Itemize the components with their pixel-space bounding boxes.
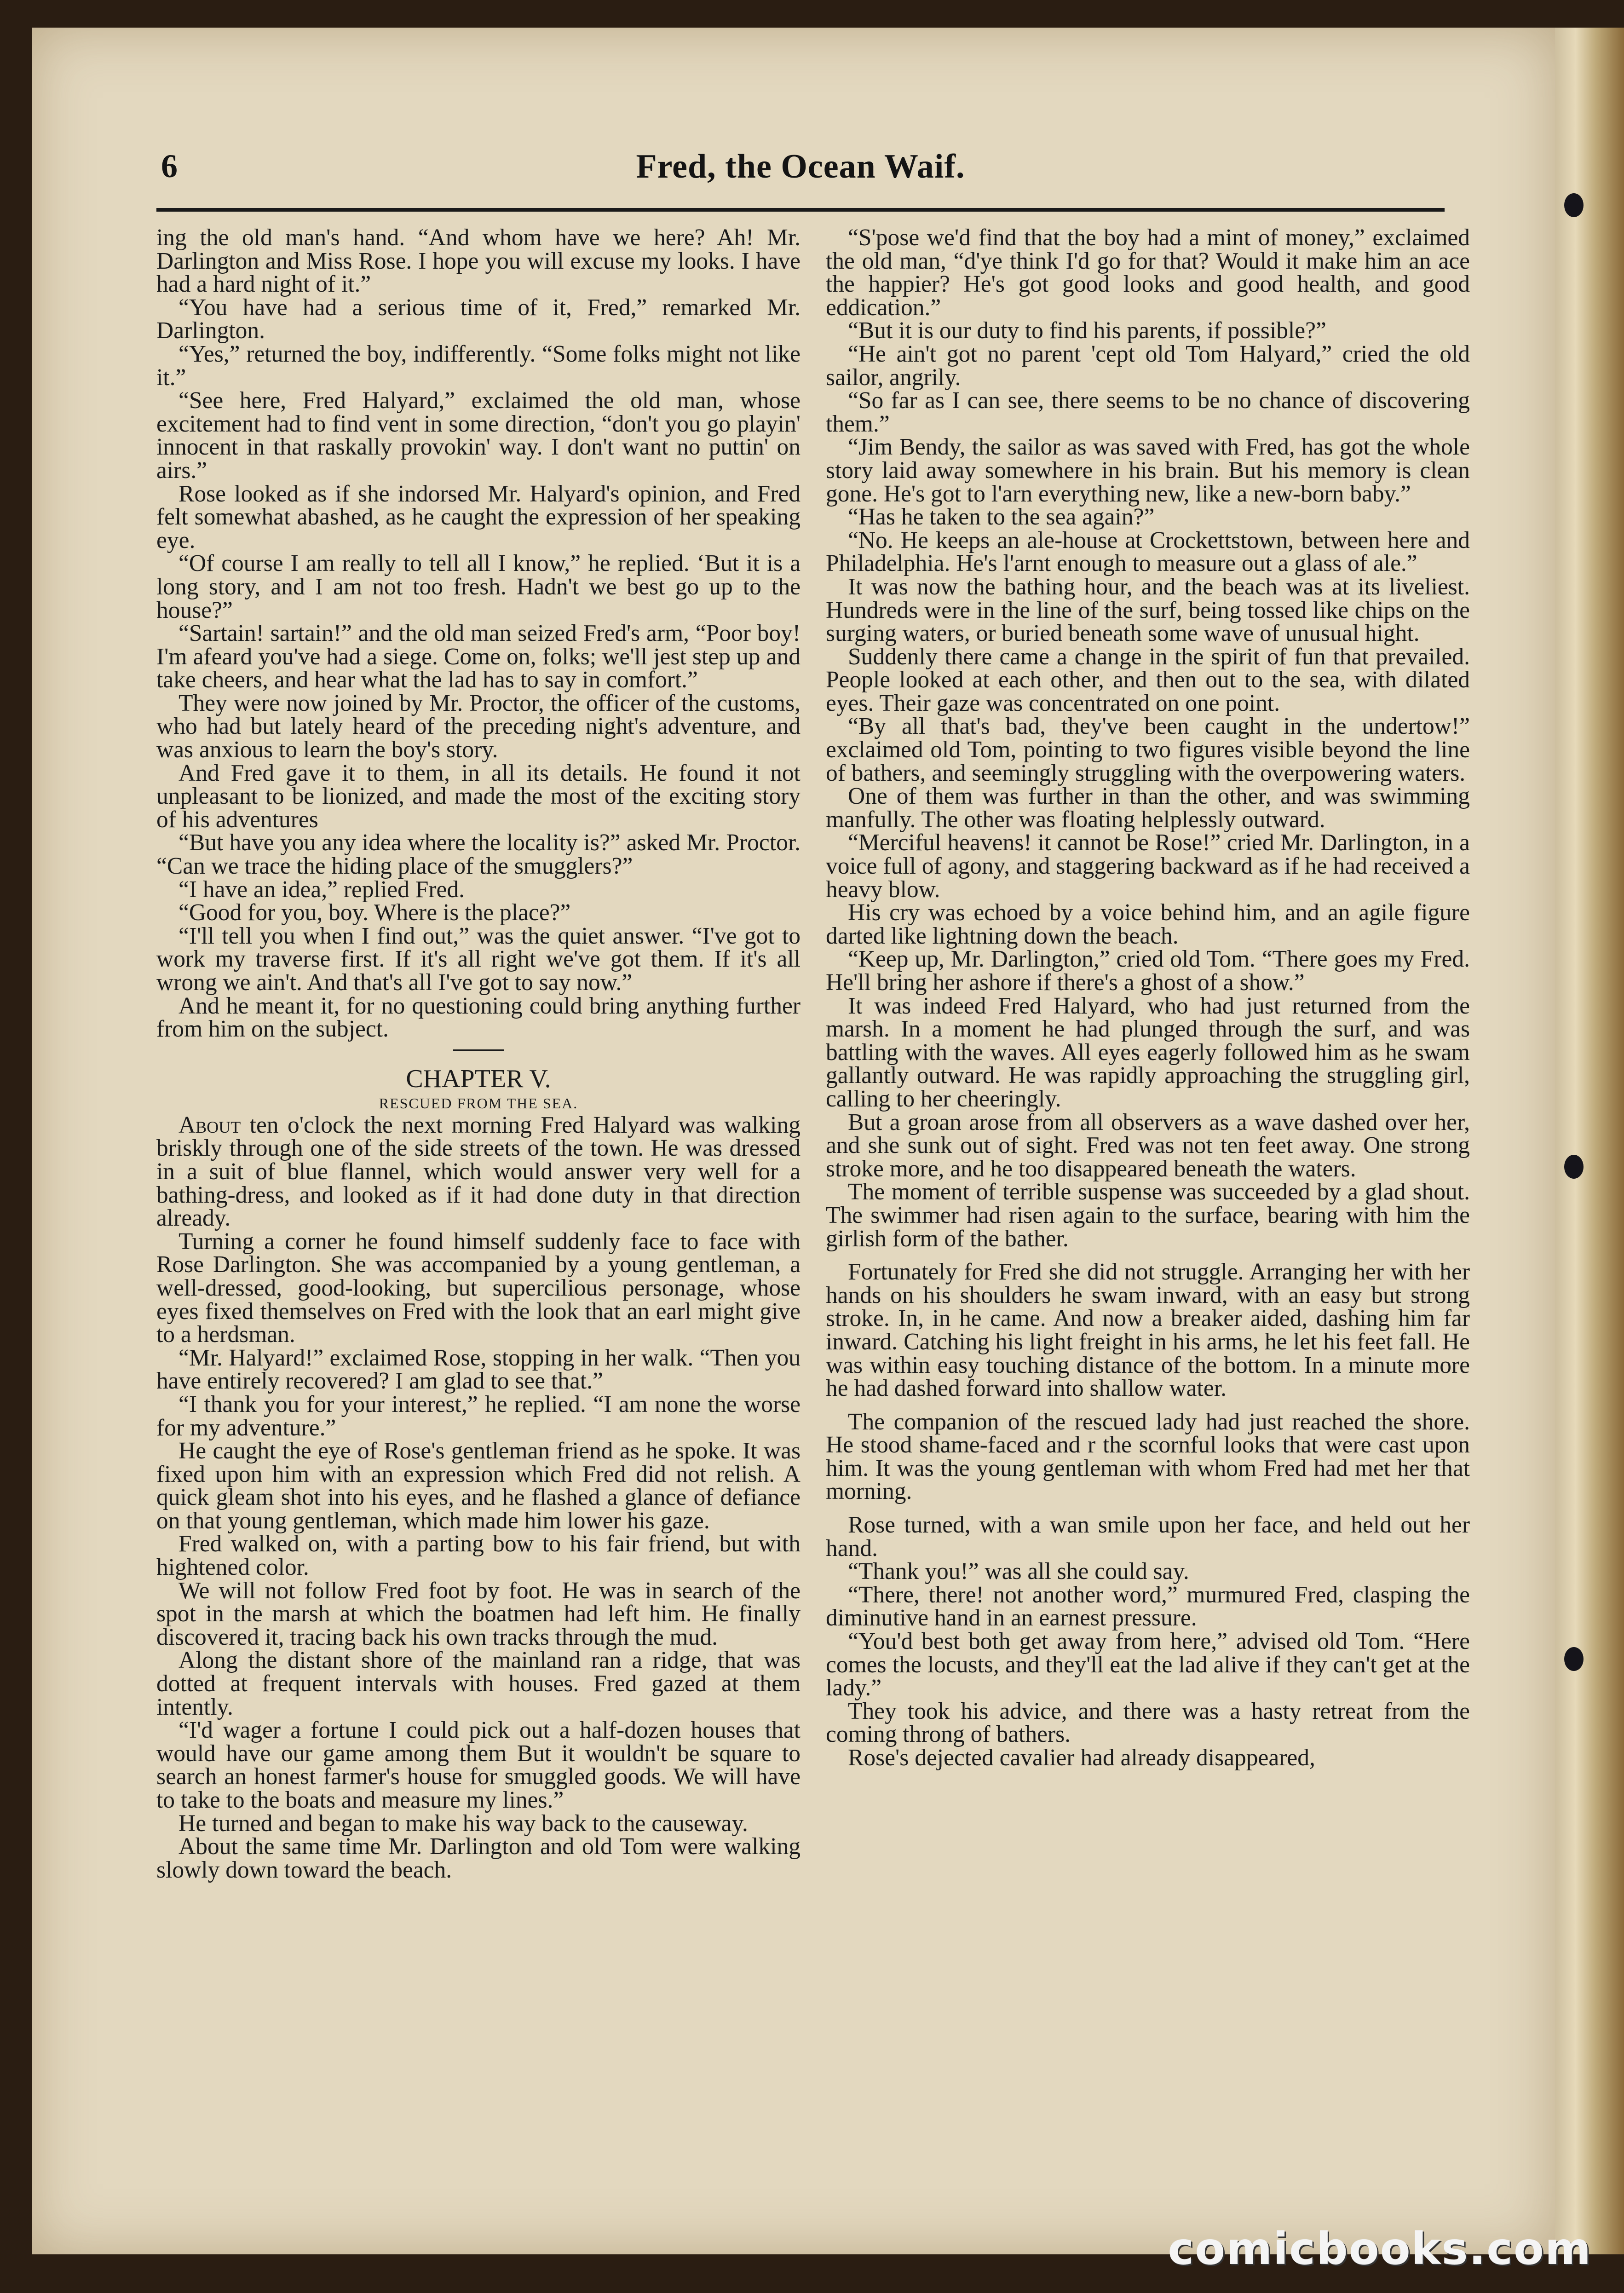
paragraph: “Jim Bendy, the sailor as was saved with Fred, has got the whole story laid away somewhere in his brain. But his memory is clean gone. He's got to l'arn everything new, like a new-born baby.” xyxy=(826,434,1470,507)
paragraph: “I have an idea,” replied Fred. xyxy=(179,876,465,903)
staple-hole xyxy=(1564,193,1584,217)
chapter-divider xyxy=(453,1049,504,1051)
paragraph: “Of course I am really to tell all I know,” he replied. ‘But it is a long story, and I am not too fresh. Hadn't we best go up to the house?” xyxy=(156,550,800,623)
paragraph: About the same time Mr. Darlington and old Tom were walking slowly down toward the beach. xyxy=(156,1833,800,1883)
paragraph: Rose turned, with a wan smile upon her face, and held out her hand. xyxy=(826,1512,1470,1561)
page-number: 6 xyxy=(161,148,178,184)
paragraph: “So far as I can see, there seems to be no chance of discovering them.” xyxy=(826,387,1470,437)
paragraph-text: ten o'clock the next morning Fred Halyard was walking briskly through one of the side streets of the town. He was dressed in a suit of blue flannel, which would answer very well for a bathing-dress, and looked as if it had done duty in that direction already. xyxy=(156,1112,800,1232)
lead-word: About xyxy=(179,1112,241,1138)
paragraph: “You'd best both get away from here,” advised old Tom. “Here comes the locusts, and they'll eat the lad alive if they can't get at the lady.” xyxy=(826,1628,1470,1701)
paragraph: “You have had a serious time of it, Fred,” remarked Mr. Darlington. xyxy=(156,294,800,344)
paragraph: ing the old man's hand. “And whom have we here? Ah! Mr. Darlington and Miss Rose. I hope you will excuse my looks. I have had a hard night of it.” xyxy=(156,225,800,298)
paragraph: “No. He keeps an ale-house at Crockettstown, between here and Philadelphia. He's l'arnt enough to measure out a glass of ale.” xyxy=(826,527,1470,577)
paragraph: “There, there! not another word,” murmured Fred, clasping the diminutive hand in an earnest pressure. xyxy=(826,1581,1470,1631)
paragraph: Suddenly there came a change in the spirit of fun that prevailed. People looked at each other, and then out to the sea, with dilated eyes. Their gaze was concentrated on one point. xyxy=(826,643,1470,716)
paragraph: Fortunately for Fred she did not struggle. Arranging her with her hands on his shoulders he swam inward, with an easy but strong stroke. In, in he came. And now a breaker aided, dashing him far inward. Catching his light freight in his arms, he let his feet fall. He was within easy touching distance of the bottom. In a minute more he had dashed forward into shallow water. xyxy=(826,1259,1470,1402)
paragraph: “I'll tell you when I find out,” was the quiet answer. “I've got to work my traverse first. If it's all right we've got them. If it's all wrong we ain't. And that's all I've got to say now.” xyxy=(156,922,800,996)
paragraph: “Yes,” returned the boy, indifferently. “Some folks might not like it.” xyxy=(156,340,800,391)
paragraph: Fred walked on, with a parting bow to his fair friend, but with hightened color. xyxy=(156,1531,800,1581)
staple-hole xyxy=(1564,1647,1584,1671)
paragraph: “Has he taken to the sea again?” xyxy=(848,504,1155,530)
paragraph: “I thank you for your interest,” he replied. “I am none the worse for my adventure.” xyxy=(156,1391,800,1441)
paragraph: Rose looked as if she indorsed Mr. Halyard's opinion, and Fred felt somewhat abashed, as he caught the expression of her speaking eye. xyxy=(156,480,800,553)
paragraph: But a groan arose from all observers as a wave dashed over her, and she sunk out of sight. Fred was not ten feet away. One strong stroke more, and he too disappeared beneath the waters. xyxy=(826,1109,1470,1182)
paragraph: They took his advice, and there was a hasty retreat from the coming throng of bathers. xyxy=(826,1698,1470,1748)
paragraph: Along the distant shore of the mainland ran a ridge, that was dotted at frequent intervals with houses. Fred gazed at them intently. xyxy=(156,1647,800,1720)
paragraph: Turning a corner he found himself suddenly face to face with Rose Darlington. She was accompanied by a young gentleman, a well-dressed, good-looking, but supercilious personage, whose eyes fixed themselves on Fred with the look that an earl might give to a herdsman. xyxy=(156,1228,800,1348)
paragraph: “But have you any idea where the locality is?” asked Mr. Proctor. “Can we trace the hiding place of the smugglers?” xyxy=(156,830,800,880)
paragraph: “Thank you!” was all she could say. xyxy=(848,1558,1189,1585)
paragraph: They were now joined by Mr. Proctor, the officer of the customs, who had but lately heard of the preceding night's adventure, and was anxious to learn the boy's story. xyxy=(156,690,800,763)
paragraph: “See here, Fred Halyard,” exclaimed the old man, whose excitement had to find vent in some direction, “don't you go playin' innocent in that raskally provokin' way. I don't want no puttin' on airs.” xyxy=(156,387,800,484)
watermark-text: comicbooks.com xyxy=(1168,2223,1592,2275)
paragraph: “But it is our duty to find his parents, if possible?” xyxy=(848,317,1326,344)
chapter-title: CHAPTER V. xyxy=(406,1064,551,1093)
paragraph: And Fred gave it to them, in all its details. He found it not unpleasant to be lionized, and made the most of the exciting story of his adventures xyxy=(156,760,800,833)
paragraph: He caught the eye of Rose's gentleman friend as he spoke. It was fixed upon him with an expression which Fred did not relish. A quick gleam shot into his eyes, and he flashed a glance of defiance on that young gentleman, which made him lower his gaze. xyxy=(156,1438,800,1534)
paragraph: The companion of the rescued lady had just reached the shore. He stood shame-faced and r the scornful looks that were cast upon him. It was the young gentleman with whom Fred had met her that morning. xyxy=(826,1408,1470,1505)
paragraph: “I'd wager a fortune I could pick out a half-dozen houses that would have our game among them But it wouldn't be square to search an honest farmer's house for smuggled goods. We will have to take to the boats and measure my lines.” xyxy=(156,1717,800,1813)
page-header xyxy=(124,147,1477,198)
page-spine xyxy=(1555,28,1624,2254)
paragraph: One of them was further in than the other, and was swimming manfully. The other was floating helplessly outward. xyxy=(826,783,1470,833)
running-title: Fred, the Ocean Waif. xyxy=(636,148,965,185)
paragraph: “Mr. Halyard!” exclaimed Rose, stopping in her walk. “Then you have entirely recovered? I am glad to see that.” xyxy=(156,1344,800,1394)
paragraph: “Sartain! sartain!” and the old man seized Fred's arm, “Poor boy! I'm afeard you've had a siege. Come on, folks; we'll jest step up and take cheers, and hear what the lad has to say in comfort.” xyxy=(156,620,800,693)
header-rule xyxy=(156,208,1445,212)
paragraph: His cry was echoed by a voice behind him, and an agile figure darted like lightning down the beach. xyxy=(826,899,1470,949)
left-column xyxy=(156,226,800,1882)
staple-hole xyxy=(1564,1155,1584,1179)
paragraph: “Good for you, boy. Where is the place?” xyxy=(179,899,571,926)
chapter-subtitle: RESCUED FROM THE SEA. xyxy=(379,1095,578,1112)
paragraph: And he meant it, for no questioning could bring anything further from him on the subject. xyxy=(156,992,800,1043)
paragraph: We will not follow Fred foot by foot. He was in search of the spot in the marsh at which the boatmen had left him. He finally discovered it, tracing back his own tracks through the mud. xyxy=(156,1577,800,1650)
paragraph: “S'pose we'd find that the boy had a mint of money,” exclaimed the old man, “d'ye think I'd go for that? Would it make him an ace the happier? He's got good looks and good health, and good eddication.” xyxy=(826,225,1470,321)
paragraph: It was now the bathing hour, and the beach was at its liveliest. Hundreds were in the line of the surf, being tossed like chips on the surging waters, or buried beneath some wave of unusual hight. xyxy=(826,573,1470,647)
paragraph: “By all that's bad, they've been caught in the undertow!” exclaimed old Tom, pointing to two figures visible beyond the line of bathers, and seemingly struggling with the overpowering waters. xyxy=(826,713,1470,786)
paragraph: Rose's dejected cavalier had already disappeared, xyxy=(848,1745,1315,1771)
paragraph: He turned and began to make his way back to the causeway. xyxy=(179,1810,748,1837)
right-column xyxy=(826,226,1470,1770)
paragraph xyxy=(156,1114,800,1230)
paragraph: The moment of terrible suspense was succeeded by a glad shout. The swimmer had risen again to the surface, bearing with him the girlish form of the bather. xyxy=(826,1179,1470,1252)
paragraph: “Merciful heavens! it cannot be Rose!” cried Mr. Darlington, in a voice full of agony, and staggering backward as if he had received a heavy blow. xyxy=(826,830,1470,903)
paragraph: “He ain't got no parent 'cept old Tom Halyard,” cried the old sailor, angrily. xyxy=(826,340,1470,391)
paragraph: It was indeed Fred Halyard, who had just returned from the marsh. In a moment he had plunged through the surf, and was battling with the waves. All eyes eagerly followed him as he swam gallantly outward. He was rapidly approaching the struggling girl, calling to her cheeringly. xyxy=(826,992,1470,1112)
paragraph: “Keep up, Mr. Darlington,” cried old Tom. “There goes my Fred. He'll bring her ashore if there's a ghost of a show.” xyxy=(826,946,1470,996)
